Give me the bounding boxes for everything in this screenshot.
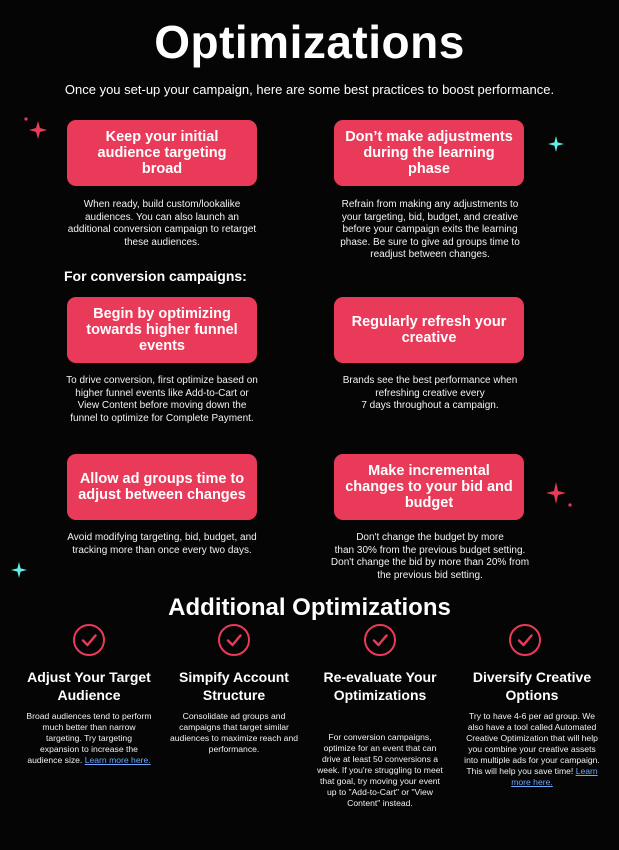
check-circle-icon [364,624,396,656]
card-heading-adjust-time: Allow ad groups time to adjust between changes [67,454,257,520]
card-description: Refrain from making any adjustments to your targeting, bid, budget, and creative before your campaign exits the learning phase. Be sure to give ad groups time to readjust between changes. [340,199,520,261]
sparkle-icon [546,134,566,154]
column-title: Simpify Account Structure [179,669,289,703]
column-description: Consolidate ad groups and campaigns that target similar audiences to maximize reach and performance. [169,711,299,754]
card-heading-broad-targeting: Keep your initial audience targeting broad [67,120,257,186]
page-title: Optimizations [154,16,465,68]
column-description: Try to have 4-6 per ad group. We also have a tool called Automated Creative Optimization that will help you combine your creative assets into multiple ads for your campaign. This will help you save time! Learn more here. [464,711,600,787]
card-heading-incremental-changes: Make incremental changes to your bid and budget [334,454,524,520]
conversion-campaigns-label: For conversion campaigns: [64,268,247,284]
column-title: Re-evaluate Your Optimizations [323,669,437,703]
column-title: Adjust Your Target Audience [27,669,151,703]
card-description: Don't change the budget by more than 30% from the previous budget setting. Don't change the bid by more than 20% from the previous bid setting. [330,532,530,581]
card-heading-learning-phase: Don’t make adjustments during the learning phase [334,120,524,186]
learn-more-link[interactable]: Learn more here. [84,755,151,765]
card-description: Brands see the best performance when refreshing creative every 7 days throughout a campaign. [342,375,518,412]
card-heading-higher-funnel: Begin by optimizing towards higher funnel events [67,297,257,363]
learn-more-link[interactable]: Learn more here. [511,766,598,787]
sparkle-icon [22,116,56,144]
sparkle-icon [540,478,574,508]
card-heading-refresh-creative: Regularly refresh your creative [334,297,524,363]
column-description: For conversion campaigns, optimize for an event that can drive at least 50 conversions a week. If you're struggling to meet that goal, try moving your event up to "Add-to-Cart" or "View Content" instead. [317,732,443,808]
check-circle-icon [73,624,105,656]
column-title: Diversify Creative Options [472,669,592,703]
intro-text: Once you set-up your campaign, here are some best practices to boost performance. [64,82,555,97]
card-description: To drive conversion, first optimize based on higher funnel events like Add-to-Cart or View Content before moving down the funnel to optimize for Complete Payment. [66,375,258,424]
column-description: Broad audiences tend to perform much better than narrow targeting. Try targeting expansion to increase the audience size. Learn more here. [26,711,152,765]
check-circle-icon [509,624,541,656]
card-description: Avoid modifying targeting, bid, budget, and tracking more than once every two days. [67,532,257,556]
additional-optimizations-title: Additional Optimizations [168,594,451,621]
check-circle-icon [218,624,250,656]
card-description: When ready, build custom/lookalike audiences. You can also launch an additional conversion campaign to retarget these audiences. [67,199,257,248]
sparkle-icon [9,560,29,580]
